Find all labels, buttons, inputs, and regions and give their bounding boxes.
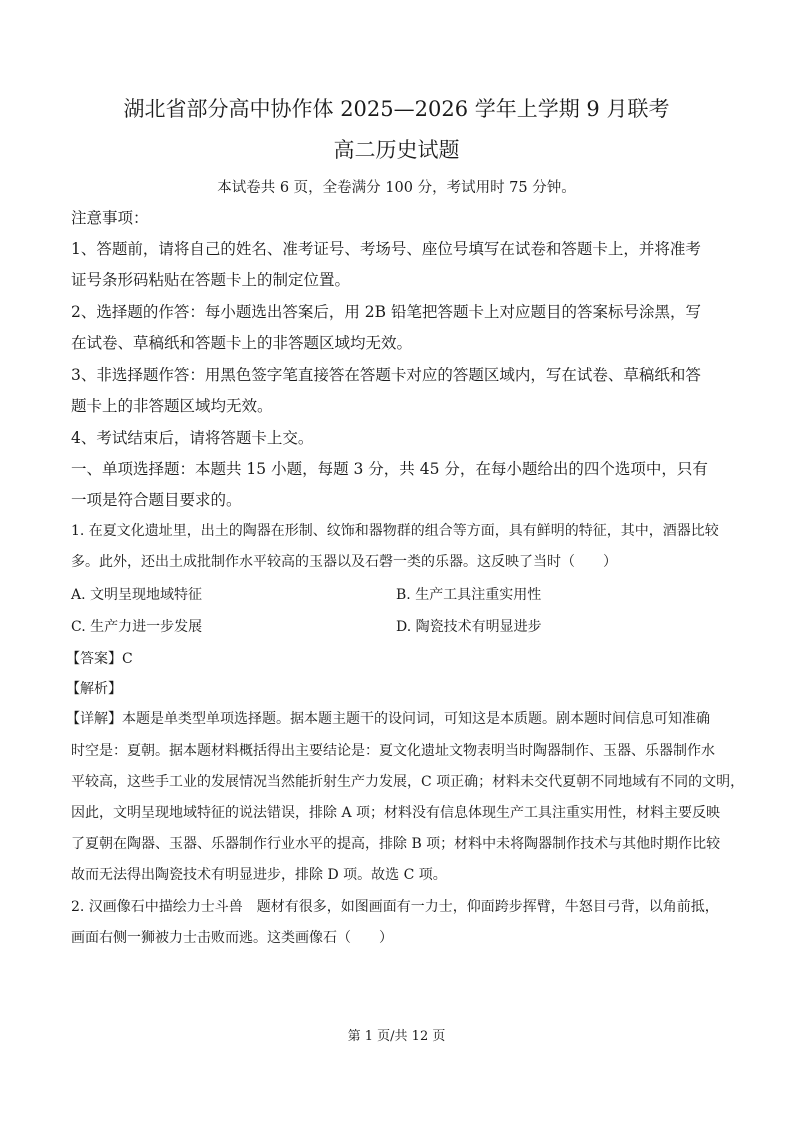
option-a: A. 文明呈现地域特征 (71, 587, 203, 603)
option-d: D. 陶瓷技术有明显进步 (396, 619, 542, 635)
notes-heading: 注意事项： (71, 209, 149, 227)
notes-line: 题卡上的非答题区域均无效。 (71, 397, 273, 415)
detail-line: 了夏朝在陶器、玉器、乐器制作行业水平的提高，排除 B 项；材料中未将陶器制作技术与其他时期作比较 (71, 836, 721, 852)
exam-subtitle: 高二历史试题 (333, 138, 460, 162)
notes-line: 证号条形码粘贴在答题卡上的制定位置。 (71, 271, 351, 289)
detail-line: 【详解】本题是单类型单项选择题。据本题主题干的设问词，可知这是本质题。剧本题时间信息可知准确 (66, 711, 710, 727)
notes-line: 在试卷、草稿纸和答题卡上的非答题区域均无效。 (71, 334, 413, 352)
analysis-label: 【解析】 (66, 681, 122, 697)
notes-line: 3、非选择题作答：用黑色签字笔直接答在答题卡对应的答题区域内，写在试卷、草稿纸和答 (71, 366, 701, 384)
notes-line: 4、考试结束后，请将答题卡上交。 (71, 429, 314, 447)
option-c: C. 生产力进一步发展 (71, 619, 203, 635)
notes-line: 1、答题前，请将自己的姓名、准考证号、考场号、座位号填写在试卷和答题卡上，并将准考 (71, 240, 701, 258)
exam-info: 本试卷共 6 页，全卷满分 100 分，考试用时 75 分钟。 (217, 180, 576, 196)
option-b: B. 生产工具注重实用性 (396, 587, 542, 603)
detail-line: 因此，文明呈现地域特征的说法错误，排除 A 项；材料没有信息体现生产工具注重实用性，材料主要反映 (71, 805, 721, 821)
detail-line: 平较高，这些手工业的发展情况当然能折射生产力发展，C 项正确；材料未交代夏朝不同地域有不同的文明， (71, 774, 745, 790)
detail-line: 故而无法得出陶瓷技术有明显进步，排除 D 项。故选 C 项。 (71, 867, 447, 883)
notes-line: 2、选择题的作答：每小题选出答案后，用 2B 铅笔把答题卡上对应题目的答案标号涂黑，写 (71, 303, 701, 321)
question-2-stem: 2. 汉画像石中描绘力士斗兽 题材有很多，如图画面有一力士，仰面跨步挥臂，牛怒目弓背，以角前抵， (71, 899, 719, 915)
answer-label: 【答案】C (66, 651, 133, 667)
question-1-stem: 多。此外，还出土成批制作水平较高的玉器以及石磬一类的乐器。这反映了当时（ ） (71, 554, 617, 570)
question-1-stem: 1. 在夏文化遗址里，出土的陶器在形制、纹饰和器物群的组合等方面，具有鲜明的特征，其中，酒器比较 (71, 523, 719, 539)
detail-line: 时空是：夏朝。据本题材料概括得出主要结论是：夏文化遗址文物表明当时陶器制作、玉器、乐器制作水 (71, 743, 715, 759)
page-footer: 第 1 页/共 12 页 (347, 1029, 446, 1044)
section-heading: 一项是符合题目要求的。 (71, 491, 242, 509)
section-heading: 一、单项选择题：本题共 15 小题，每题 3 分，共 45 分，在每小题给出的四个选项中，只有 (71, 460, 708, 478)
exam-title: 湖北省部分高中协作体 2025—2026 学年上学期 9 月联考 (123, 97, 670, 121)
question-2-stem: 画面右侧一狮被力士击败而逃。这类画像石（ ） (71, 930, 393, 946)
